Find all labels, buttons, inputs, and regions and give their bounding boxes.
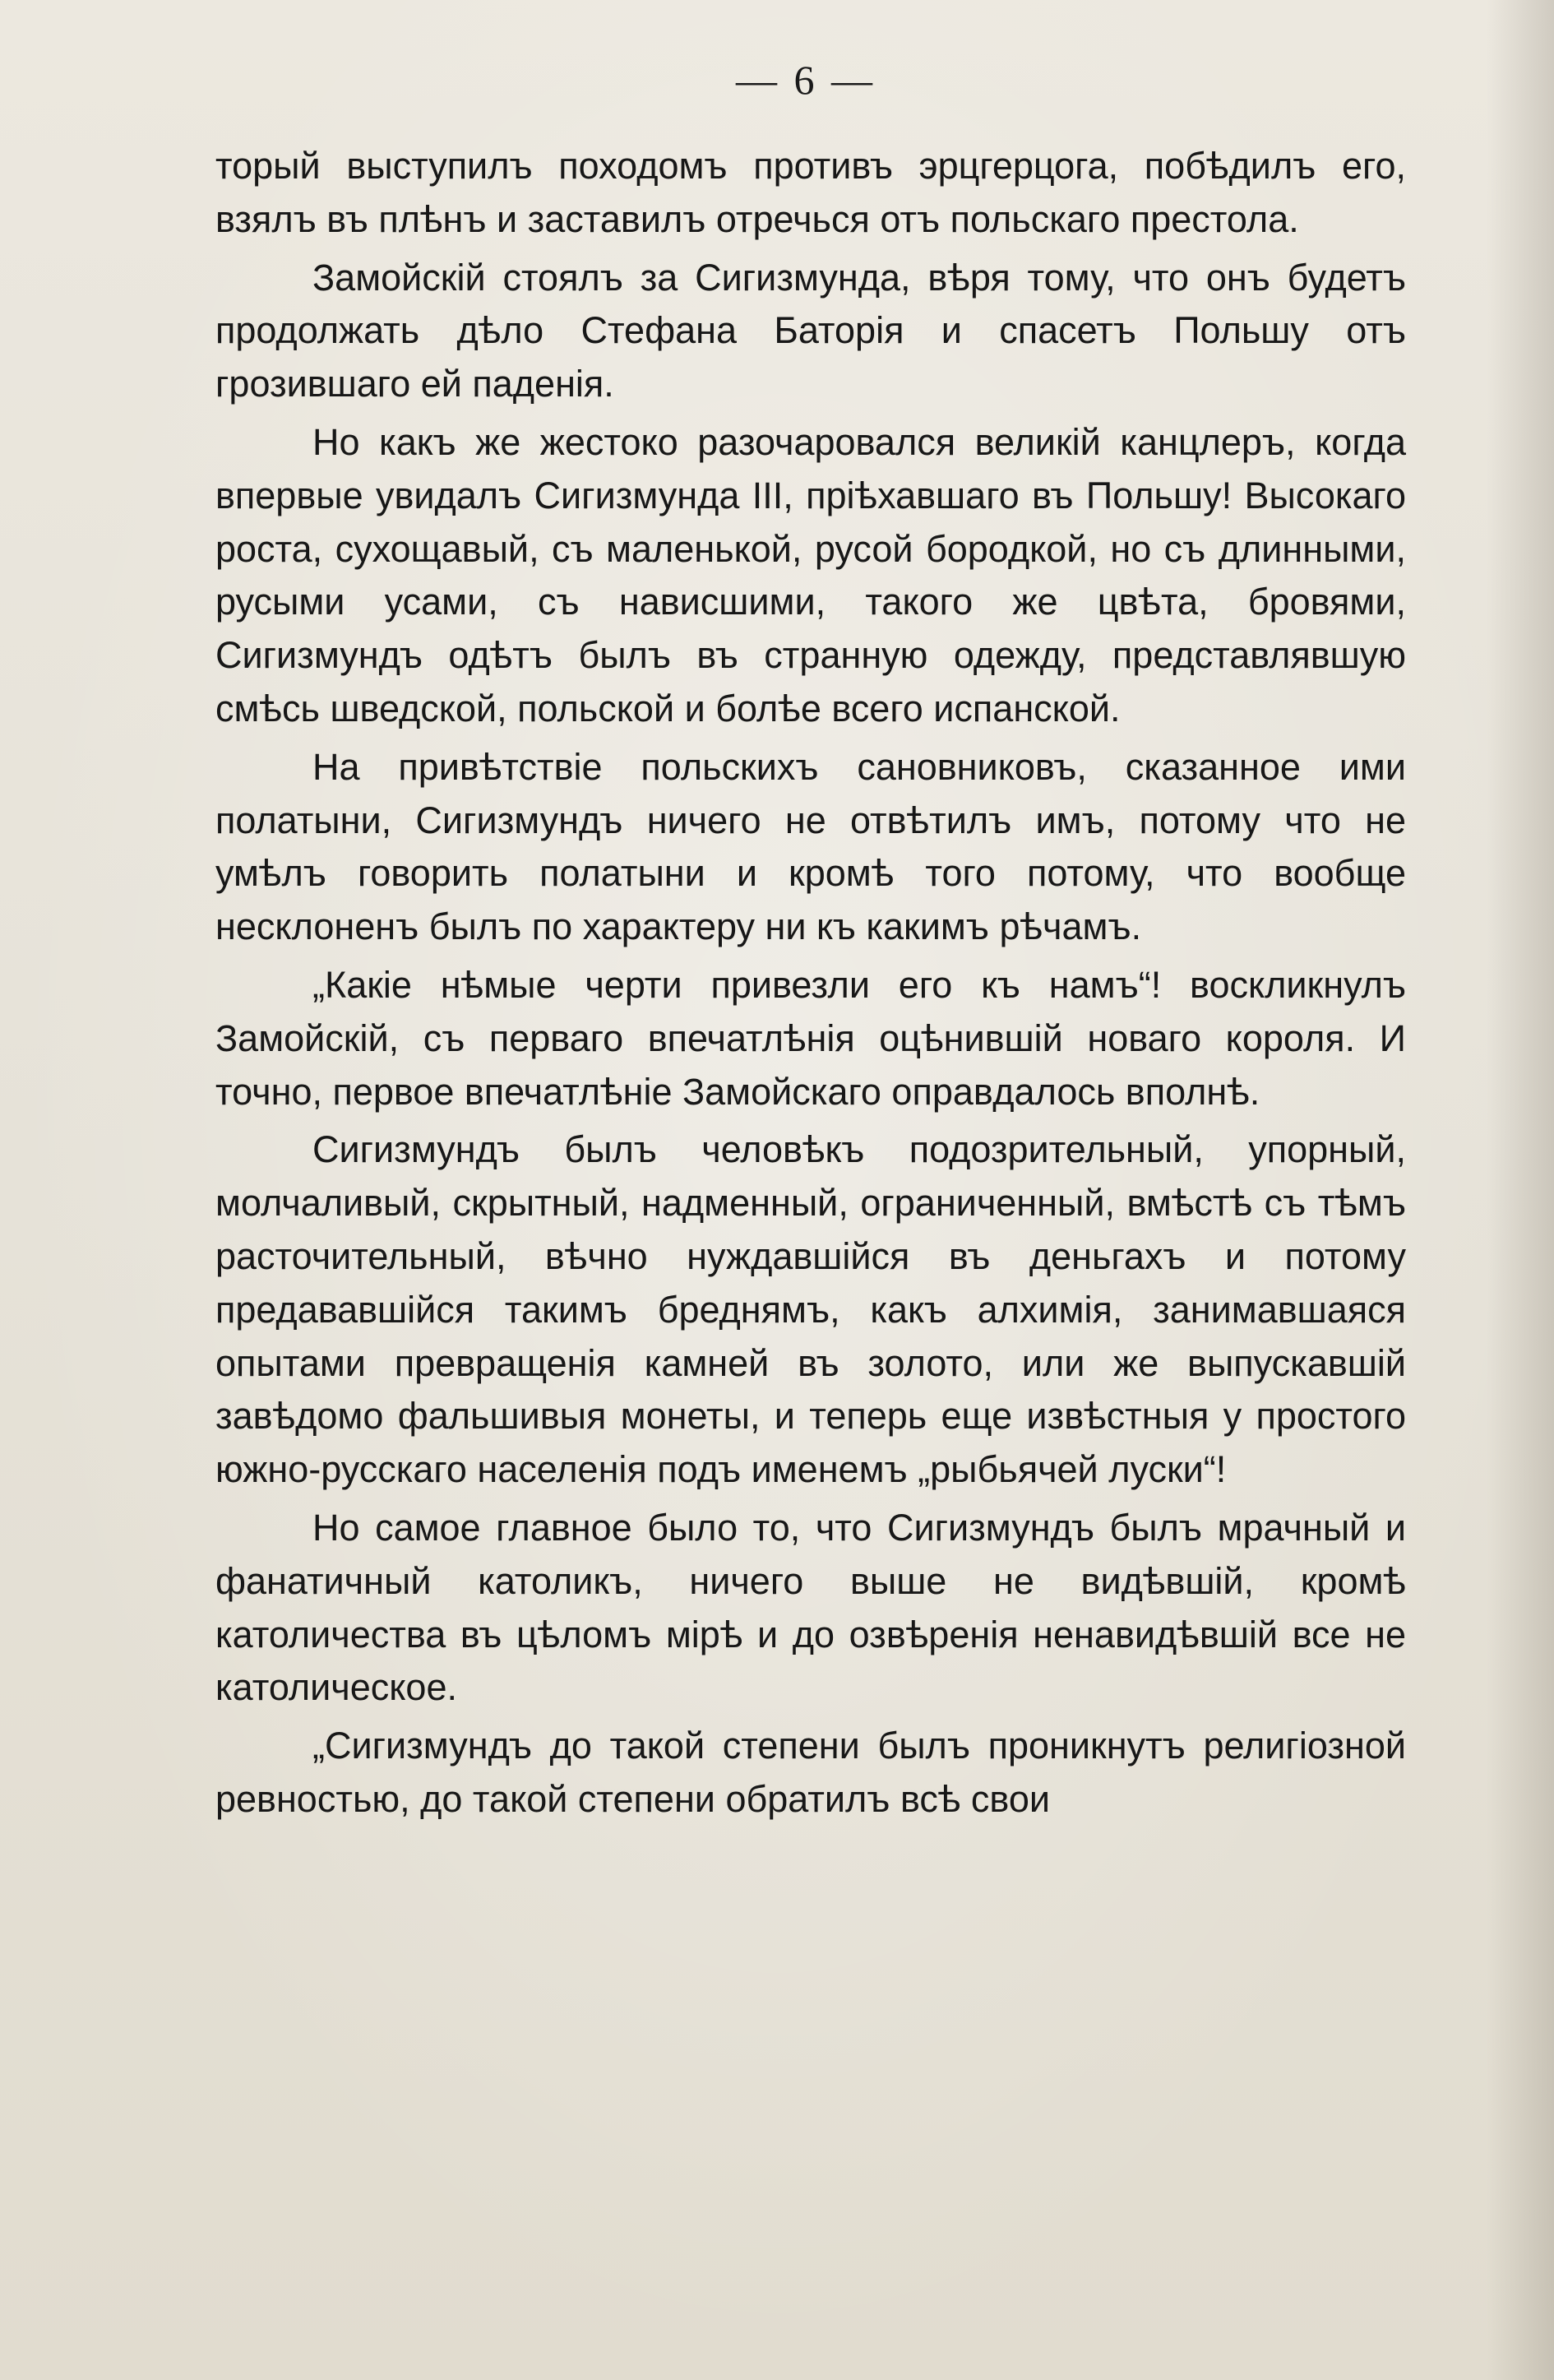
paragraph: „Какіе нѣмые черти привезли его къ намъ“! воскликнулъ Замойскій, съ перваго впечатлѣнія оцѣнившій новаго короля. И точно, первое впечатлѣніе Замойскаго оправдалось вполнѣ.: [215, 963, 1406, 1113]
paragraph: Замойскій стоялъ за Сигизмунда, вѣря тому, что онъ будетъ продолжать дѣло Стефана Баторія и спасетъ Польшу отъ грозившаго ей паденія.: [215, 256, 1406, 405]
paragraph: торый выступилъ походомъ противъ эрцгерцога, побѣдилъ его, взялъ въ плѣнъ и заставилъ отречься отъ польскаго престола.: [215, 145, 1406, 240]
paragraph: На привѣтствіе польскихъ сановниковъ, сказанное ими полатыни, Сигизмундъ ничего не отвѣтилъ имъ, потому что не умѣлъ говорить полатыни и кромѣ того потому, что вообще несклоненъ былъ по характеру ни къ какимъ рѣчамъ.: [215, 745, 1406, 948]
paragraph: „Сигизмундъ до такой степени былъ проникнутъ религіозной ревностью, до такой степени обратилъ всѣ свои: [215, 1725, 1406, 1820]
body-text: [215, 140, 1406, 1831]
paragraph: Но какъ же жестоко разочаровался великій канцлеръ, когда впервые увидалъ Сигизмунда III, пріѣхавшаго въ Польшу! Высокаго роста, сухощавый, съ маленькой, русой бородкой, но съ длинными, русыми усами, съ нависшими, такого же цвѣта, бровями, Сигизмундъ одѣтъ былъ въ странную одежду, представлявшую смѣсь шведской, польской и болѣе всего испанской.: [215, 420, 1406, 729]
paragraph: Но самое главное было то, что Сигизмундъ былъ мрачный и фанатичный католикъ, ничего выше не видѣвшій, кромѣ католичества въ цѣломъ мірѣ и до озвѣренія ненавидѣвшій все не католическое.: [215, 1506, 1406, 1709]
page-number: — 6 —: [736, 57, 876, 103]
paragraph: Сигизмундъ былъ человѣкъ подозрительный, упорный, молчаливый, скрытный, надменный, ограниченный, вмѣстѣ съ тѣмъ расточительный, вѣчно нуждавшійся въ деньгахъ и потому предававшійся такимъ бреднямъ, какъ алхимія, занимавшаяся опытами превращенія камней въ золото, или же выпускавшій завѣдомо фальшивыя монеты, и теперь еще извѣстныя у простого южно-русскаго населенія подъ именемъ „рыбьячей луски“!: [215, 1128, 1406, 1491]
